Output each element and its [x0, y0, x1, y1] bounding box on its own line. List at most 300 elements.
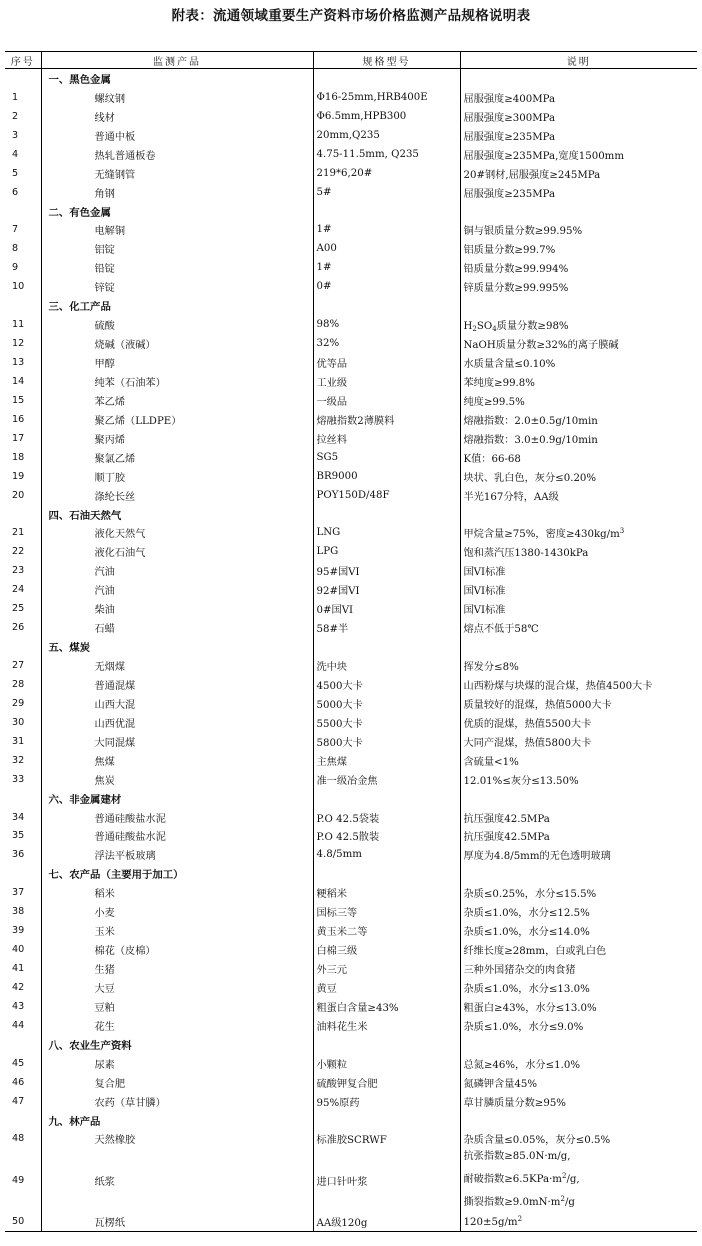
- description-text: 甲烷含量≥75%，密度≥430kg/m: [463, 529, 620, 541]
- product-name: 角钢: [41, 183, 313, 202]
- table-row: [5, 277, 697, 296]
- spec-value: 1#: [313, 258, 460, 277]
- description-text: /g: [564, 1196, 575, 1208]
- spec-cell: [313, 637, 460, 656]
- product-name: 大豆: [41, 978, 313, 997]
- row-number: 2: [12, 110, 19, 122]
- spec-value: 熔融指数2薄膜料: [313, 410, 460, 429]
- row-number: 21: [12, 527, 25, 539]
- product-name: 焦炭: [41, 770, 313, 789]
- table-row: [5, 1054, 697, 1073]
- superscript: 3: [619, 527, 625, 536]
- header-no: 序号: [5, 52, 41, 69]
- product-name: 电解铜: [41, 221, 313, 240]
- table-row: [5, 940, 697, 959]
- table-row: [5, 845, 697, 864]
- row-number: 48: [12, 1133, 25, 1145]
- row-number: 28: [12, 678, 25, 690]
- product-name: 聚乙烯（LLDPE）: [41, 410, 313, 429]
- desc-cell: [460, 505, 697, 524]
- table-header-row: [5, 52, 697, 69]
- description-line: [464, 1148, 698, 1167]
- row-number: [5, 1111, 41, 1130]
- spec-value: 油料花生米: [313, 1016, 460, 1035]
- spec-value: AA级120g: [313, 1212, 460, 1231]
- row-number: 37: [12, 887, 25, 899]
- spec-value: 4.75-11.5mm, Q235: [313, 145, 460, 164]
- row-number: 20: [12, 489, 25, 501]
- spec-value: 1#: [313, 221, 460, 240]
- description: 纤维长度≥28mm，白或乳白色: [460, 940, 697, 959]
- desc-cell: [460, 1111, 697, 1130]
- table-row: [5, 486, 697, 505]
- description: 苯纯度≥99.8%: [460, 372, 697, 391]
- spec-cell: [313, 789, 460, 808]
- table-row: [5, 1212, 697, 1231]
- spec-value: 一级品: [313, 391, 460, 410]
- row-number: 42: [12, 981, 25, 993]
- product-name: 聚氯乙烯: [41, 448, 313, 467]
- table-row: [5, 334, 697, 353]
- table-row: [5, 675, 697, 694]
- row-number: 13: [12, 357, 25, 369]
- spec-value: 黄玉米二等: [313, 921, 460, 940]
- row-number: 16: [12, 413, 25, 425]
- row-number: 26: [12, 622, 25, 634]
- description: 抗压强度42.5MPa: [460, 808, 697, 827]
- table-row: [5, 883, 697, 902]
- table-row: [5, 732, 697, 751]
- table-row: [5, 372, 697, 391]
- row-number: 4: [12, 148, 19, 160]
- description: 国VI标准: [460, 599, 697, 618]
- product-name: 无烟煤: [41, 656, 313, 675]
- desc-cell: [460, 864, 697, 883]
- row-number: 18: [12, 451, 25, 463]
- table-row: [5, 467, 697, 486]
- spec-value: 95#国VI: [313, 561, 460, 580]
- row-number: 23: [12, 565, 25, 577]
- product-name: 普通硅酸盐水泥: [41, 808, 313, 827]
- spec-value: P.O 42.5袋装: [313, 808, 460, 827]
- table-row: [5, 239, 697, 258]
- desc-cell: [460, 789, 697, 808]
- description: 含硫量<1%: [460, 751, 697, 770]
- row-number: 46: [12, 1076, 25, 1088]
- category-label: 一、黑色金属: [41, 69, 313, 88]
- table-row: [5, 258, 697, 277]
- table-row: [5, 524, 697, 543]
- description: 挥发分≤8%: [460, 656, 697, 675]
- spec-value: 5000大卡: [313, 694, 460, 713]
- product-name: 山西大混: [41, 694, 313, 713]
- spec-value: P.O 42.5散装: [313, 827, 460, 846]
- table-row: [5, 88, 697, 107]
- description-text: 撕裂指数≥9.0mN·m: [463, 1196, 561, 1208]
- product-name: 生猪: [41, 959, 313, 978]
- product-name: 无缝钢管: [41, 164, 313, 183]
- product-name: 聚丙烯: [41, 429, 313, 448]
- category-label: 三、化工产品: [41, 296, 313, 315]
- row-number: 6: [12, 186, 19, 198]
- spec-value: BR9000: [313, 467, 460, 486]
- row-number: 50: [5, 1212, 41, 1231]
- spec-cell: [313, 505, 460, 524]
- product-name: 花生: [41, 1016, 313, 1035]
- description: 国VI标准: [460, 580, 697, 599]
- description: 熔融指数：3.0±0.9g/10min: [460, 429, 697, 448]
- description: NaOH质量分数≥32%的离子膜碱: [460, 334, 697, 353]
- row-number: [5, 864, 41, 883]
- spec-value: 0#国VI: [313, 599, 460, 618]
- spec-value: 外三元: [313, 959, 460, 978]
- row-number: 41: [12, 963, 25, 975]
- description: 屈服强度≥235MPa: [460, 126, 697, 145]
- table-row: [5, 126, 697, 145]
- table-row: [5, 827, 697, 846]
- description: 抗压强度42.5MPa: [460, 827, 697, 846]
- table-row: [5, 978, 697, 997]
- description: [460, 1148, 697, 1212]
- spec-value: 4.8/5mm: [313, 845, 460, 864]
- description: 厚度为4.8/5mm的无色透明玻璃: [460, 845, 697, 864]
- category-label: 九、林产品: [41, 1111, 313, 1130]
- spec-value: 国标三等: [313, 902, 460, 921]
- product-name: 农药（草甘膦）: [41, 1092, 313, 1111]
- row-number: 33: [12, 773, 25, 785]
- description: 山西粉煤与块煤的混合煤，热值4500大卡: [460, 675, 697, 694]
- table-row: [5, 183, 697, 202]
- product-name: 普通硅酸盐水泥: [41, 827, 313, 846]
- product-name: 焦煤: [41, 751, 313, 770]
- description: 屈服强度≥300MPa: [460, 107, 697, 126]
- product-name: 大同混煤: [41, 732, 313, 751]
- spec-value: 主焦煤: [313, 751, 460, 770]
- product-name: 稻米: [41, 883, 313, 902]
- category-label: 四、石油天然气: [41, 505, 313, 524]
- table-body: [5, 69, 697, 1232]
- row-number: 10: [12, 281, 25, 293]
- table-row: [5, 353, 697, 372]
- table-row: [5, 164, 697, 183]
- description-text: H: [463, 320, 473, 332]
- description: 质量较好的混煤，热值5000大卡: [460, 694, 697, 713]
- desc-cell: [460, 202, 697, 221]
- spec-value: 洗中块: [313, 656, 460, 675]
- spec-value: 小颗粒: [313, 1054, 460, 1073]
- product-name: 玉米: [41, 921, 313, 940]
- row-number: 49: [12, 1174, 25, 1186]
- table-row: [5, 1148, 697, 1212]
- product-name: 小麦: [41, 902, 313, 921]
- product-name: 纸浆: [41, 1148, 313, 1212]
- product-name: 液化石油气: [41, 542, 313, 561]
- table-row: [5, 921, 697, 940]
- table-row: [5, 713, 697, 732]
- table-row: [5, 1016, 697, 1035]
- row-number: 9: [12, 262, 19, 274]
- spec-value: 黄豆: [313, 978, 460, 997]
- table-row: [5, 770, 697, 789]
- description-text: SO: [476, 320, 493, 332]
- category-row: [5, 505, 697, 524]
- spec-value: 58#半: [313, 618, 460, 637]
- spec-value: Φ16-25mm,HRB400E: [313, 88, 460, 107]
- product-name: 热轧普通板卷: [41, 145, 313, 164]
- product-name: 瓦楞纸: [41, 1212, 313, 1231]
- spec-value: 优等品: [313, 353, 460, 372]
- table-row: [5, 959, 697, 978]
- description: 杂质≤1.0%，水分≤12.5%: [460, 902, 697, 921]
- spec-value: 拉丝料: [313, 429, 460, 448]
- row-number: 44: [12, 1019, 25, 1031]
- table-row: [5, 107, 697, 126]
- spec-value: 5#: [313, 183, 460, 202]
- description: 杂质≤1.0%，水分≤14.0%: [460, 921, 697, 940]
- description: 熔点不低于58℃: [460, 618, 697, 637]
- row-number: 40: [12, 944, 25, 956]
- table-row: [5, 145, 697, 164]
- desc-cell: [460, 69, 697, 88]
- product-name: 普通中板: [41, 126, 313, 145]
- table-row: [5, 1092, 697, 1111]
- product-name: 豆粕: [41, 997, 313, 1016]
- table-row: [5, 542, 697, 561]
- row-number: 19: [12, 470, 25, 482]
- table-row: [5, 997, 697, 1016]
- product-name: 天然橡胶: [41, 1130, 313, 1149]
- superscript: 2: [517, 1215, 523, 1224]
- table-row: [5, 561, 697, 580]
- row-number: 14: [12, 375, 25, 387]
- row-number: [5, 69, 41, 88]
- row-number: 34: [12, 811, 25, 823]
- product-name: 锌锭: [41, 277, 313, 296]
- description: 杂质≤1.0%，水分≤9.0%: [460, 1016, 697, 1035]
- product-name: 铝锭: [41, 239, 313, 258]
- row-number: [5, 637, 41, 656]
- row-number: [5, 202, 41, 221]
- description: 半光167分特，AA级: [460, 486, 697, 505]
- spec-value: 进口针叶浆: [313, 1148, 460, 1212]
- description: [460, 1212, 697, 1231]
- spec-value: LNG: [313, 524, 460, 543]
- row-number: 31: [12, 735, 25, 747]
- spec-cell: [313, 202, 460, 221]
- description: 块状、乳白色，灰分≤0.20%: [460, 467, 697, 486]
- row-number: 43: [12, 1000, 25, 1012]
- row-number: [5, 789, 41, 808]
- description: 12.01%≤灰分≤13.50%: [460, 770, 697, 789]
- category-label: 二、有色金属: [41, 202, 313, 221]
- description: 总氮≥46%，水分≤1.0%: [460, 1054, 697, 1073]
- description: 饱和蒸汽压1380-1430kPa: [460, 542, 697, 561]
- spec-value: LPG: [313, 542, 460, 561]
- description: 氮磷钾含量45%: [460, 1073, 697, 1092]
- description-text: 120±5g/m: [463, 1217, 518, 1229]
- row-number: 1: [12, 91, 19, 103]
- product-name: 山西优混: [41, 713, 313, 732]
- row-number: 38: [12, 906, 25, 918]
- product-name: 铅锭: [41, 258, 313, 277]
- description: 优质的混煤，热值5500大卡: [460, 713, 697, 732]
- product-name: 纯苯（石油苯）: [41, 372, 313, 391]
- header-product: 监测产品: [41, 52, 313, 69]
- document-title: 附表：流通领域重要生产资料市场价格监测产品规格说明表: [171, 8, 531, 24]
- description: [460, 315, 697, 334]
- category-label: 八、农业生产资料: [41, 1035, 313, 1054]
- spec-cell: [313, 69, 460, 88]
- table-row: [5, 1130, 697, 1149]
- description: 屈服强度≥235MPa: [460, 183, 697, 202]
- category-row: [5, 789, 697, 808]
- product-name: 汽油: [41, 561, 313, 580]
- description: 杂质≤0.25%，水分≤15.5%: [460, 883, 697, 902]
- table-row: [5, 429, 697, 448]
- category-row: [5, 1111, 697, 1130]
- row-number: 3: [12, 129, 19, 141]
- spec-value: 工业级: [313, 372, 460, 391]
- category-row: [5, 296, 697, 315]
- product-name: 液化天然气: [41, 524, 313, 543]
- superscript: 2: [560, 1194, 565, 1203]
- product-name: 苯乙烯: [41, 391, 313, 410]
- description: 铅质量分数≥99.994%: [460, 258, 697, 277]
- spec-value: 32%: [313, 334, 460, 353]
- spec-value: Φ6.5mm,HPB300: [313, 107, 460, 126]
- description-text: /g,: [566, 1174, 580, 1186]
- description: 纯度≥99.5%: [460, 391, 697, 410]
- product-name: 顺丁胶: [41, 467, 313, 486]
- product-name: 普通混煤: [41, 675, 313, 694]
- description: 20#钢材,屈服强度≥245MPa: [460, 164, 697, 183]
- product-name: 石蜡: [41, 618, 313, 637]
- category-row: [5, 864, 697, 883]
- spec-value: 219*6,20#: [313, 164, 460, 183]
- product-name: 硫酸: [41, 315, 313, 334]
- table-row: [5, 448, 697, 467]
- description: 屈服强度≥235MPa,宽度1500mm: [460, 145, 697, 164]
- subscript: 2: [472, 324, 477, 333]
- table-row: [5, 221, 697, 240]
- description: 杂质含量≤0.05%，灰分≤0.5%: [460, 1130, 697, 1149]
- spec-value: POY150D/48F: [313, 486, 460, 505]
- product-name: 甲醇: [41, 353, 313, 372]
- description: 水质量含量≤0.10%: [460, 353, 697, 372]
- desc-cell: [460, 1035, 697, 1054]
- description: 三种外国猪杂交的肉食猪: [460, 959, 697, 978]
- description: 铜与银质量分数≥99.95%: [460, 221, 697, 240]
- row-number: 8: [12, 243, 19, 255]
- table-row: [5, 391, 697, 410]
- category-label: 六、非金属建材: [41, 789, 313, 808]
- spec-table: [5, 51, 697, 1232]
- product-name: 涤纶长丝: [41, 486, 313, 505]
- product-name: 复合肥: [41, 1073, 313, 1092]
- row-number: 12: [12, 338, 25, 350]
- product-name: 线材: [41, 107, 313, 126]
- row-number: 29: [12, 697, 25, 709]
- table-row: [5, 751, 697, 770]
- header-desc: 说明: [460, 52, 697, 69]
- row-number: 45: [12, 1057, 25, 1069]
- table-row: [5, 410, 697, 429]
- product-name: 螺纹钢: [41, 88, 313, 107]
- spec-value: 98%: [313, 315, 460, 334]
- table-row: [5, 315, 697, 334]
- row-number: 17: [12, 432, 25, 444]
- table-row: [5, 618, 697, 637]
- desc-cell: [460, 296, 697, 315]
- spec-cell: [313, 296, 460, 315]
- spec-value: 4500大卡: [313, 675, 460, 694]
- spec-value: 粗蛋白含量≥43%: [313, 997, 460, 1016]
- spec-value: 准一级冶金焦: [313, 770, 460, 789]
- description: K值：66-68: [460, 448, 697, 467]
- table-row: [5, 694, 697, 713]
- spec-value: 标准胶SCRWF: [313, 1130, 460, 1149]
- product-name: 尿素: [41, 1054, 313, 1073]
- description: 铝质量分数≥99.7%: [460, 239, 697, 258]
- spec-value: 硫酸钾复合肥: [313, 1073, 460, 1092]
- row-number: 27: [12, 660, 25, 672]
- description: 屈服强度≥400MPa: [460, 88, 697, 107]
- category-row: [5, 1035, 697, 1054]
- description: 国VI标准: [460, 561, 697, 580]
- row-number: 25: [12, 603, 25, 615]
- row-number: 22: [12, 546, 25, 558]
- spec-value: 白棉三级: [313, 940, 460, 959]
- row-number: 39: [12, 925, 25, 937]
- category-label: 七、农产品（主要用于加工）: [41, 864, 313, 883]
- description: 锌质量分数≥99.995%: [460, 277, 697, 296]
- row-number: [5, 505, 41, 524]
- row-number: 36: [12, 849, 25, 861]
- category-row: [5, 637, 697, 656]
- category-label: 五、煤炭: [41, 637, 313, 656]
- spec-value: 0#: [313, 277, 460, 296]
- product-name: 烧碱（液碱）: [41, 334, 313, 353]
- row-number: [5, 1035, 41, 1054]
- table-row: [5, 656, 697, 675]
- table-row: [5, 599, 697, 618]
- product-name: 汽油: [41, 580, 313, 599]
- category-row: [5, 69, 697, 88]
- description-text: 耐破指数≥6.5KPa·m: [463, 1174, 562, 1186]
- description: 草甘膦质量分数≥95%: [460, 1092, 697, 1111]
- row-number: 7: [12, 224, 19, 236]
- spec-value: 20mm,Q235: [313, 126, 460, 145]
- description-line: [464, 1167, 698, 1190]
- row-number: 35: [12, 830, 25, 842]
- description: 熔融指数：2.0±0.5g/10min: [460, 410, 697, 429]
- superscript: 2: [561, 1172, 567, 1181]
- description: [460, 524, 697, 543]
- desc-cell: [460, 637, 697, 656]
- row-number: 30: [12, 716, 25, 728]
- row-number: [5, 296, 41, 315]
- row-number: 24: [12, 584, 25, 596]
- product-name: 柴油: [41, 599, 313, 618]
- subscript: 4: [492, 324, 497, 333]
- spec-value: 粳稻米: [313, 883, 460, 902]
- spec-value: 95%原药: [313, 1092, 460, 1111]
- description-text: 质量分数≥98%: [496, 320, 569, 332]
- table-row: [5, 1073, 697, 1092]
- spec-value: 92#国VI: [313, 580, 460, 599]
- spec-cell: [313, 864, 460, 883]
- description: 粗蛋白≥43%，水分≤13.0%: [460, 997, 697, 1016]
